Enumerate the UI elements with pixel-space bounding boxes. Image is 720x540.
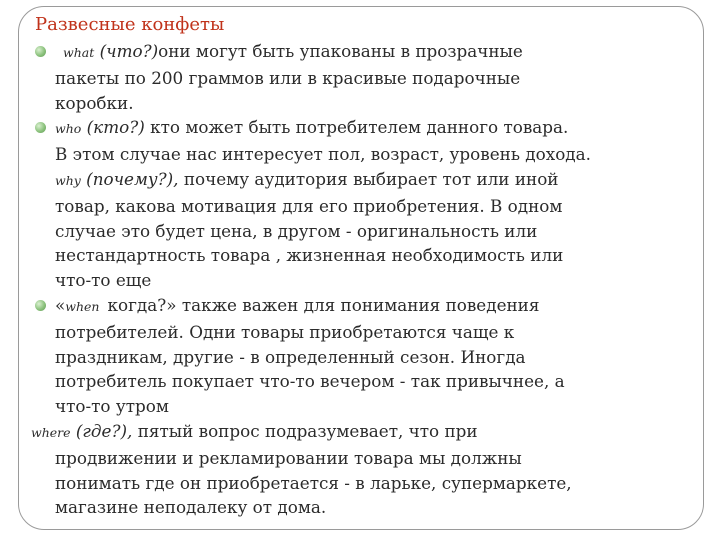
slide-content — [31, 13, 703, 520]
item-text: также важен для понимания поведения — [181, 294, 540, 315]
item-line — [55, 167, 703, 194]
item-line: потребителей. Одни товары приобретаются чаще к — [55, 321, 515, 342]
item-text: они могут быть упакованы в прозрачные — [158, 41, 523, 61]
item-line: нестандартность товара , жизненная необходимость или — [55, 245, 564, 266]
bullet-item-when — [31, 293, 703, 419]
bullet-icon — [35, 122, 46, 133]
item-line: праздникам, другие - в определенный сезон. Иногда — [55, 346, 526, 367]
item-line: что-то утром — [55, 396, 169, 417]
question-word: (что?) — [99, 41, 159, 61]
item-line: пакеты по 200 граммов или в красивые подарочные — [55, 67, 521, 88]
english-keyword: why — [55, 172, 81, 188]
bullet-item-who — [31, 115, 703, 293]
question-word: (кто?) — [86, 117, 145, 138]
item-line — [55, 293, 703, 320]
item-line — [31, 419, 703, 446]
item-line — [55, 39, 703, 66]
english-keyword: who — [55, 121, 82, 137]
bullet-icon — [35, 300, 46, 311]
item-line: продвижении и рекламировании товара мы должны — [55, 447, 522, 468]
item-text: почему аудитория выбирает тот или иной — [183, 168, 559, 189]
question-word: когда?» — [107, 294, 177, 315]
english-keyword: when — [65, 298, 100, 314]
item-line: случае это будет цена, в другом - оригинальность или — [55, 220, 538, 241]
item-line: понимать где он приобретается - в ларьке, супермаркете, — [55, 472, 572, 493]
item-line — [55, 115, 703, 142]
open-quote: « — [55, 294, 66, 315]
question-word: (почему?), — [86, 168, 179, 189]
item-line: что-то еще — [55, 270, 152, 291]
text-item-where — [31, 419, 703, 520]
item-line: В этом случае нас интересует пол, возраст, уровень дохода. — [55, 144, 591, 165]
slide — [18, 6, 704, 530]
item-text: пятый вопрос подразумевает, что при — [137, 420, 478, 441]
bullet-icon — [35, 46, 46, 57]
english-keyword: what — [63, 45, 95, 60]
english-keyword: where — [31, 424, 71, 440]
item-text: кто может быть потребителем данного товара. — [150, 117, 569, 138]
question-word: (где?), — [75, 420, 133, 441]
slide-title: Развесные конфеты — [35, 14, 225, 35]
item-line: коробки. — [55, 92, 134, 113]
item-line: товар, какова мотивация для его приобретения. В одном — [55, 195, 563, 216]
bullet-item-what — [31, 39, 703, 115]
item-line: магазине неподалеку от дома. — [55, 497, 327, 518]
item-line: потребитель покупает что-то вечером - так привычнее, а — [55, 371, 565, 392]
